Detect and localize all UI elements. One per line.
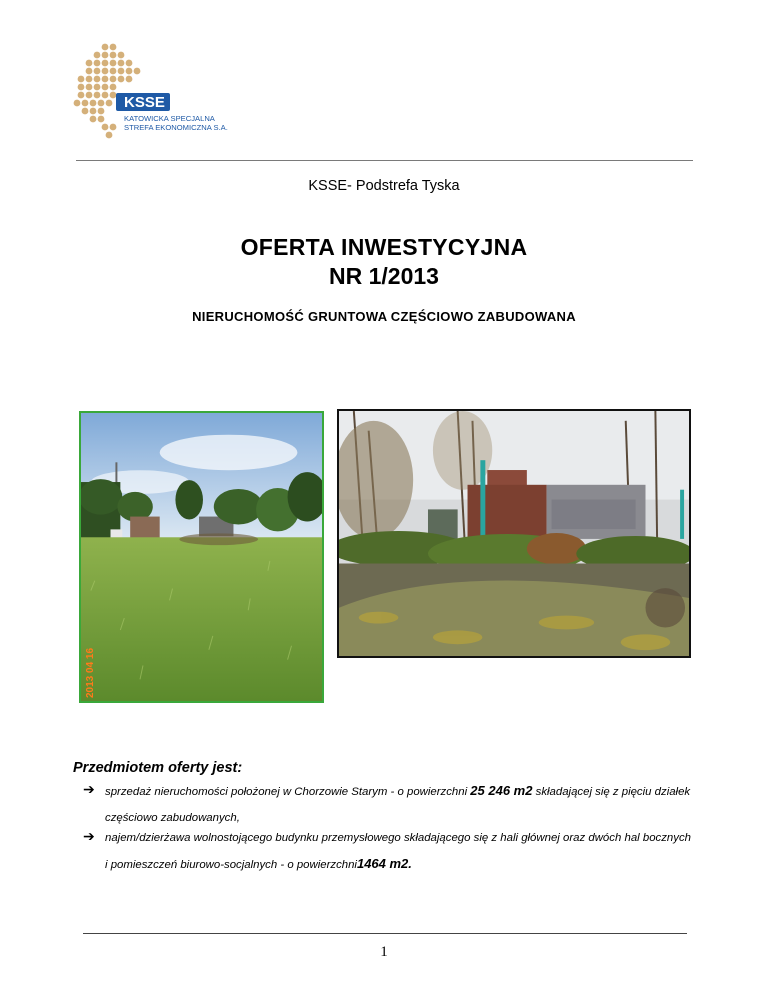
offer-item-sale xyxy=(105,778,691,831)
photo-industrial-building-image xyxy=(339,411,689,656)
arrow-right-icon: ➔ xyxy=(83,781,95,797)
ksse-logo xyxy=(72,41,238,145)
photo-datestamp xyxy=(80,640,98,700)
offer-heading: Przedmiotem oferty jest: xyxy=(73,760,243,776)
photo-grass-plot-image xyxy=(81,413,322,701)
offer-item-sale-text-end: składającej się z pięciu działek częściowo zabudowanych, xyxy=(105,786,691,824)
offer-item-lease xyxy=(105,825,691,878)
offer-item-lease-text: najem/dzierżawa wolnostojącego budynku przemysłowego składającego się z hali głównej oraz dwóch hal bocznych i pomieszczeń biurowo-socjalnych - o powierzchni xyxy=(105,832,691,871)
header-divider xyxy=(76,160,693,161)
photo-industrial-building xyxy=(337,409,691,658)
arrow-right-icon: ➔ xyxy=(83,828,95,844)
offer-item-sale-text: sprzedaż nieruchomości położonej w Chorzowie Starym - o powierzchni xyxy=(105,786,471,798)
logo-name-line1: KATOWICKA SPECJALNA xyxy=(124,114,215,123)
logo-brand: KSSE xyxy=(124,94,165,111)
offer-number: NR 1/2013 xyxy=(329,263,439,289)
photo-grass-plot xyxy=(79,411,324,703)
page-number: 1 xyxy=(380,944,388,960)
datestamp-graphic xyxy=(80,640,98,700)
offer-title: OFERTA INWESTYCYJNA xyxy=(240,234,528,260)
offer-item-lease-area: 1464 m2. xyxy=(356,856,412,871)
offer-subtitle: NIERUCHOMOŚĆ GRUNTOWA CZĘŚCIOWO ZABUDOWANA xyxy=(192,309,576,324)
offer-item-sale-area: 25 246 m2 xyxy=(470,783,533,798)
logo-graphic xyxy=(72,41,238,145)
datestamp-text: 2013 04 16 xyxy=(85,647,96,698)
footer-divider xyxy=(83,933,687,934)
logo-name-line2: STREFA EKONOMICZNA S.A. xyxy=(124,123,228,132)
subzone-name: KSSE- Podstrefa Tyska xyxy=(308,178,460,194)
